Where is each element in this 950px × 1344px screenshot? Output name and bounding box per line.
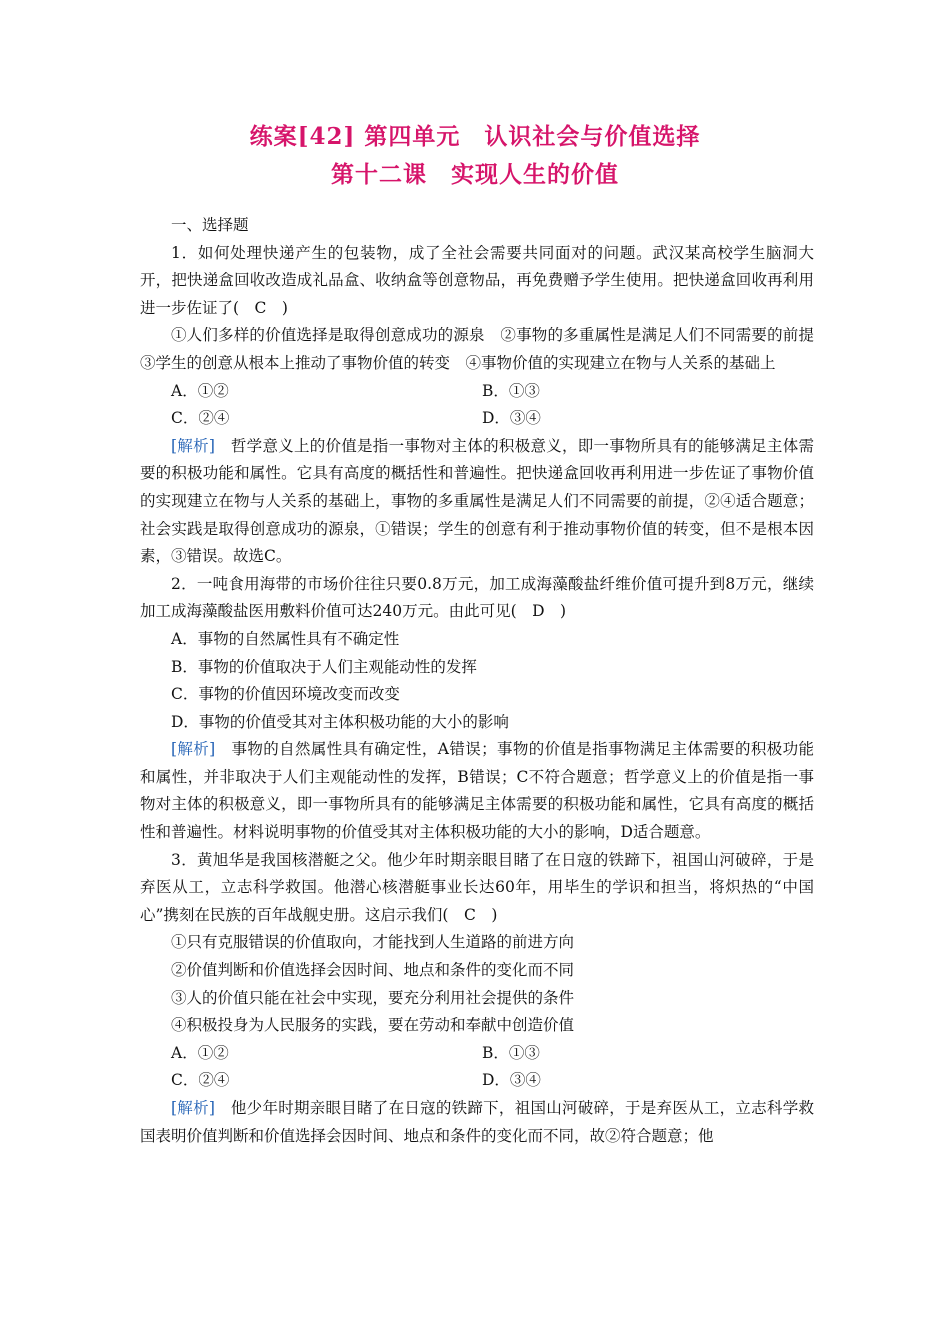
option-a: A．①② [171,1043,229,1062]
option-d: D．③④ [482,1071,541,1090]
option-c: C．事物的价值因环境改变而改变 [171,685,400,704]
analysis-text: 哲学意义上的价值是指一事物对主体的积极意义，即一事物所具有的能够满足主体需要的积极功能和属性。它具有高度的概括性和普遍性。把快递盒回收再利用进一步佐证了事物价值的实现建立在物与人关系的基础上，事物的多重属性是满足人们不同需要的前提，②④适合题意；社会实践是取得创意成功的源泉，①错误；学生的创意有利于推动事物价值的转变，但不是根本因素，③错误。故选C。 [140,436,814,566]
question-1-stem: 1．如何处理快递产生的包装物，成了全社会需要共同面对的问题。武汉某高校学生脑洞大开，把快递盒回收改造成礼品盒、收纳盒等创意物品，再免费赠予学生使用。把快递盒回收再利用进一步佐证了( C ) [140,243,814,317]
analysis-text: 他少年时期亲眼目睹了在日寇的铁蹄下，祖国山河破碎，于是弃医从工，立志科学救国表明价值判断和价值选择会因时间、地点和条件的变化而不同，故②符合题意；他 [140,1099,814,1145]
option-b: B．①③ [482,381,540,400]
question-1-statements: ①人们多样的价值选择是取得创意成功的源泉 ②事物的多重属性是满足人们不同需要的前提 ③学生的创意从根本上推动了事物价值的转变 ④事物价值的实现建立在物与人关系的基础上 [140,326,830,372]
document-body [140,212,830,1150]
question-3-options-row-1 [140,1040,814,1068]
analysis-label: [解析] [171,740,216,759]
option-b: B．①③ [482,1043,540,1062]
statement-3: ③人的价值只能在社会中实现，要充分利用社会提供的条件 [171,988,575,1007]
option-b: B．事物的价值取决于人们主观能动性的发挥 [171,657,477,676]
option-c: C．②④ [171,1071,230,1090]
document-title: 练案[42] 第四单元 认识社会与价值选择 [249,123,701,150]
question-2-stem: 2．一吨食用海带的市场价往往只要0.8万元，加工成海藻酸盐纤维价值可提升到8万元，继续加工成海藻酸盐医用敷料价值可达240万元。由此可见( D ) [140,574,814,621]
question-1-analysis [140,433,814,571]
option-c: C．②④ [171,409,230,428]
question-3-analysis [140,1095,814,1150]
section-heading: 一、选择题 [171,216,249,234]
option-a: A．①② [171,381,229,400]
question-2-analysis [140,736,814,846]
statement-1: ①只有克服错误的价值取向，才能找到人生道路的前进方向 [171,933,575,952]
statement-2: ②价值判断和价值选择会因时间、地点和条件的变化而不同 [171,961,575,980]
option-d: D．事物的价值受其对主体积极功能的大小的影响 [171,712,509,731]
question-3-stem: 3．黄旭华是我国核潜艇之父。他少年时期亲眼目睹了在日寇的铁蹄下，祖国山河破碎，于是弃医从工，立志科学救国。他潜心核潜艇事业长达60年，用毕生的学识和担当，将炽热的“中国心”携刻在民族的百年战舰史册。这启示我们( C ) [140,850,814,924]
question-1-options-row-2 [140,405,814,433]
analysis-text: 事物的自然属性具有确定性，A错误；事物的价值是指事物满足主体需要的积极功能和属性，并非取决于人们主观能动性的发挥，B错误；C不符合题意；哲学意义上的价值是指一事物对主体的积极意义，即一事物所具有的能够满足主体需要的积极功能和属性，它具有高度的概括性和普遍性。材料说明事物的价值受其对主体积极功能的大小的影响，D适合题意。 [140,740,814,842]
option-d: D．③④ [482,409,541,428]
question-3-options-row-2 [140,1067,814,1095]
lesson-title: 第十二课 实现人生的价值 [331,161,619,188]
analysis-label: [解析] [171,1099,215,1117]
question-1-options-row-1 [140,378,814,406]
statement-4: ④积极投身为人民服务的实践，要在劳动和奉献中创造价值 [171,1016,575,1035]
option-a: A．事物的自然属性具有不确定性 [171,629,400,648]
analysis-label: [解析] [171,436,215,455]
